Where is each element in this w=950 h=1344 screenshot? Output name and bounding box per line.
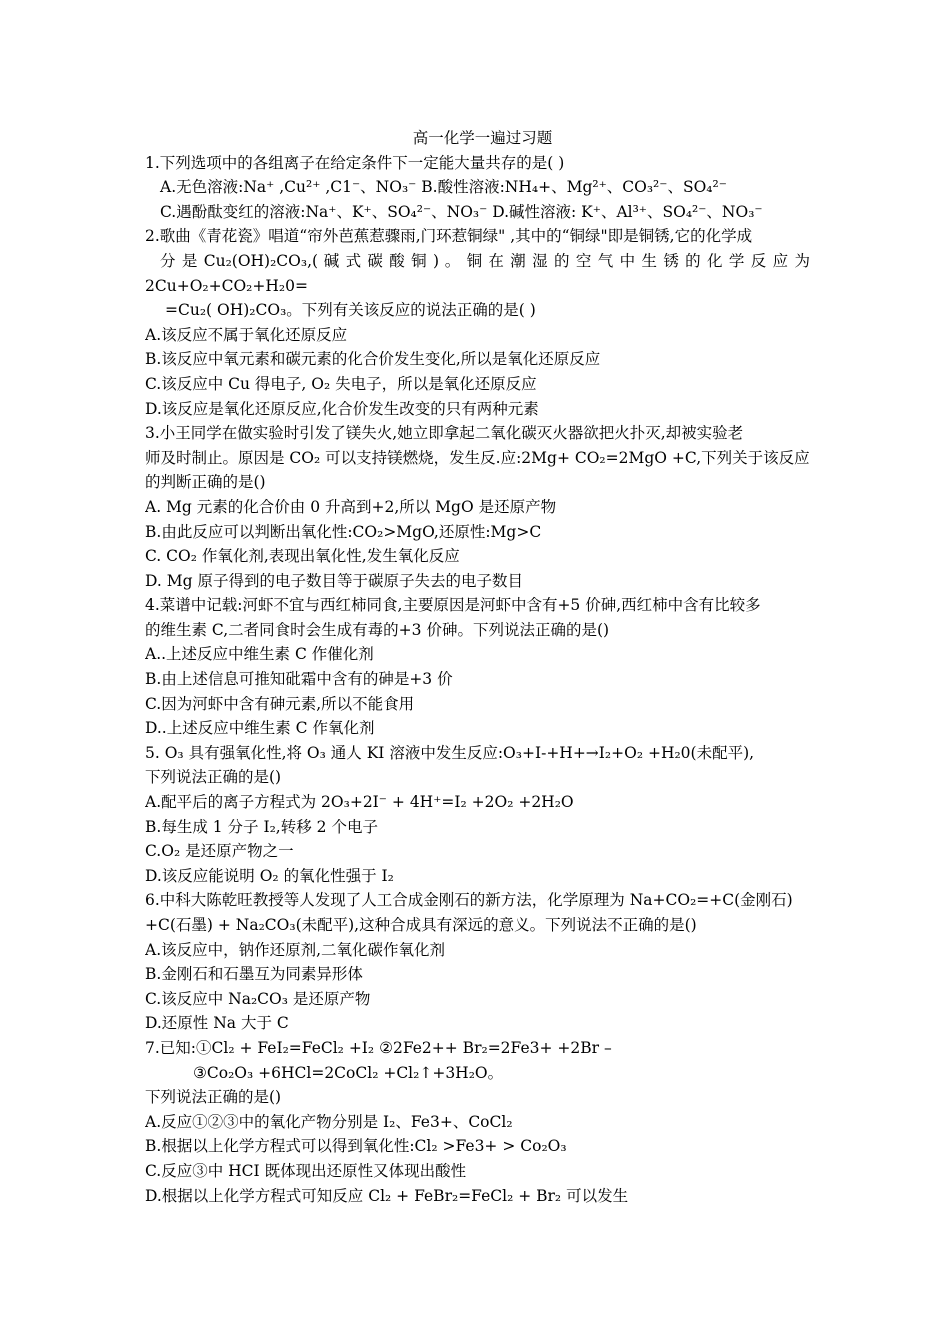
question-2-equation: 2Cu+O₂+CO₂+H₂0= (145, 276, 308, 295)
question-4-option-d: D..上述反应中维生素 C 作氧化剂 (145, 719, 375, 738)
question-7-equation-3: ③Co₂O₃ +6HCl=2CoCl₂ +Cl₂↑+3H₂O。 (193, 1063, 504, 1082)
question-1-options-ab: A.无色溶液:Na⁺ ,Cu²⁺ ,C1⁻、NO₃⁻ B.酸性溶液:NH₄+、Mg²⁺、CO₃²⁻、SO₄²⁻ (160, 178, 727, 197)
question-2-stem: 2.歌曲《青花瓷》唱道“帘外芭蕉惹骤雨,门环惹铜绿" ,其中的“铜绿"即是铜锈,它的化学成 (145, 227, 753, 246)
question-7-stem: 7.已知:①Cl₂ + FeI₂=FeCl₂ +I₂ ②2Fe2++ Br₂=2Fe3+ +2Br – (145, 1038, 612, 1057)
question-4-option-a: A..上述反应中维生素 C 作催化剂 (145, 645, 374, 664)
question-3-stem-end: 的判断正确的是() (145, 473, 266, 492)
question-1-stem: 1.下列选项中的各组离子在给定条件下一定能大量共存的是( ) (145, 153, 565, 172)
question-2-option-b: B.该反应中氧元素和碳元素的化合价发生变化,所以是氧化还原反应 (145, 350, 601, 369)
question-2-equation-cont: =Cu₂( OH)₂CO₃。下列有关该反应的说法正确的是( ) (165, 301, 536, 320)
question-4-option-b: B.由上述信息可推知砒霜中含有的砷是+3 价 (145, 670, 453, 689)
document-title: 高一化学一遍过习题 (412, 129, 553, 147)
question-1-options-cd: C.遇酚酞变红的溶液:Na⁺、K⁺、SO₄²⁻、NO₃⁻ D.碱性溶液: K⁺、Al³⁺、SO₄²⁻、NO₃⁻ (160, 202, 763, 221)
question-3-option-d: D. Mg 原子得到的电子数目等于碳原子失去的电子数目 (145, 571, 523, 590)
question-2-option-c: C.该反应中 Cu 得电子, O₂ 失电子，所以是氧化还原反应 (145, 374, 537, 393)
question-7-option-b: B.根据以上化学方程式可以得到氧化性:Cl₂ >Fe3+ > Co₂O₃ (145, 1137, 567, 1156)
question-3-option-c: C. CO₂ 作氧化剂,表现出氧化性,发生氧化反应 (145, 547, 460, 566)
question-6-option-b: B.金刚石和石墨互为同素异形体 (145, 965, 363, 984)
question-3-stem: 3.小王同学在做实验时引发了镁失火,她立即拿起二氧化碳灭火器欲把火扑灭,却被实验老 (145, 424, 744, 443)
question-2-stem-cont: 分 是 Cu₂(OH)₂CO₃,( 碱 式 碳 酸 铜 ) 。 铜 在 潮 湿 的 空 气 中 生 锈 的 化 学 反 应 为 (160, 251, 810, 270)
question-4-stem-cont: 的维生素 C,二者同食时会生成有毒的+3 价砷。下列说法正确的是() (145, 620, 610, 639)
question-3-option-a: A. Mg 元素的化合价由 0 升高到+2,所以 MgO 是还原产物 (145, 497, 557, 516)
question-7-option-a: A.反应①②③中的氧化产物分别是 I₂、Fe3+、CoCl₂ (145, 1112, 513, 1131)
question-4-stem: 4.菜谱中记载:河虾不宜与西红柿同食,主要原因是河虾中含有+5 价砷,西红柿中含有比较多 (145, 596, 761, 615)
question-7-option-c: C.反应③中 HCI 既体现出还原性又体现出酸性 (145, 1161, 467, 1180)
question-3-stem-cont: 师及时制止。原因是 CO₂ 可以支持镁燃烧，发生反.应:2Mg+ CO₂=2MgO +C,下列关于该反应 (145, 448, 810, 467)
question-6-option-c: C.该反应中 Na₂CO₃ 是还原产物 (145, 989, 371, 1008)
question-6-stem-cont: +C(石墨) + Na₂CO₃(未配平),这种合成具有深远的意义。下列说法不正确的是() (145, 916, 697, 934)
question-6-option-d: D.还原性 Na 大于 C (145, 1014, 289, 1033)
question-3-option-b: B.由此反应可以判断出氧化性:CO₂>MgO,还原性:Mg>C (145, 522, 542, 541)
question-5-option-c: C.O₂ 是还原产物之一 (145, 842, 294, 861)
question-4-option-c: C.因为河虾中含有砷元素,所以不能食用 (145, 694, 415, 713)
document-body (145, 126, 810, 1208)
question-6-stem: 6.中科大陈乾旺教授等人发现了人工合成金刚石的新方法，化学原理为 Na+CO₂=+C(金刚石) (145, 891, 793, 910)
question-2-option-d: D.该反应是氧化还原反应,化合价发生改变的只有两种元素 (145, 399, 539, 418)
question-5-stem: 5. O₃ 具有强氧化性,将 O₃ 通人 KI 溶液中发生反应:O₃+I-+H+→I₂+O₂ +H₂0(未配平), (145, 743, 755, 762)
question-5-stem-cont: 下列说法正确的是() (145, 768, 282, 787)
question-7-option-d: D.根据以上化学方程式可知反应 Cl₂ + FeBr₂=FeCl₂ + Br₂ 可以发生 (145, 1186, 629, 1205)
question-5-option-b: B.每生成 1 分子 I₂,转移 2 个电子 (145, 817, 378, 836)
question-6-option-a: A.该反应中，钠作还原剂,二氧化碳作氧化剂 (145, 940, 446, 959)
question-7-prompt: 下列说法正确的是() (145, 1088, 282, 1107)
question-5-option-a: A.配平后的离子方程式为 2O₃+2I⁻ + 4H⁺=I₂ +2O₂ +2H₂O (145, 793, 574, 812)
question-2-option-a: A.该反应不属于氧化还原反应 (145, 325, 348, 344)
question-5-option-d: D.该反应能说明 O₂ 的氧化性强于 I₂ (145, 866, 394, 885)
